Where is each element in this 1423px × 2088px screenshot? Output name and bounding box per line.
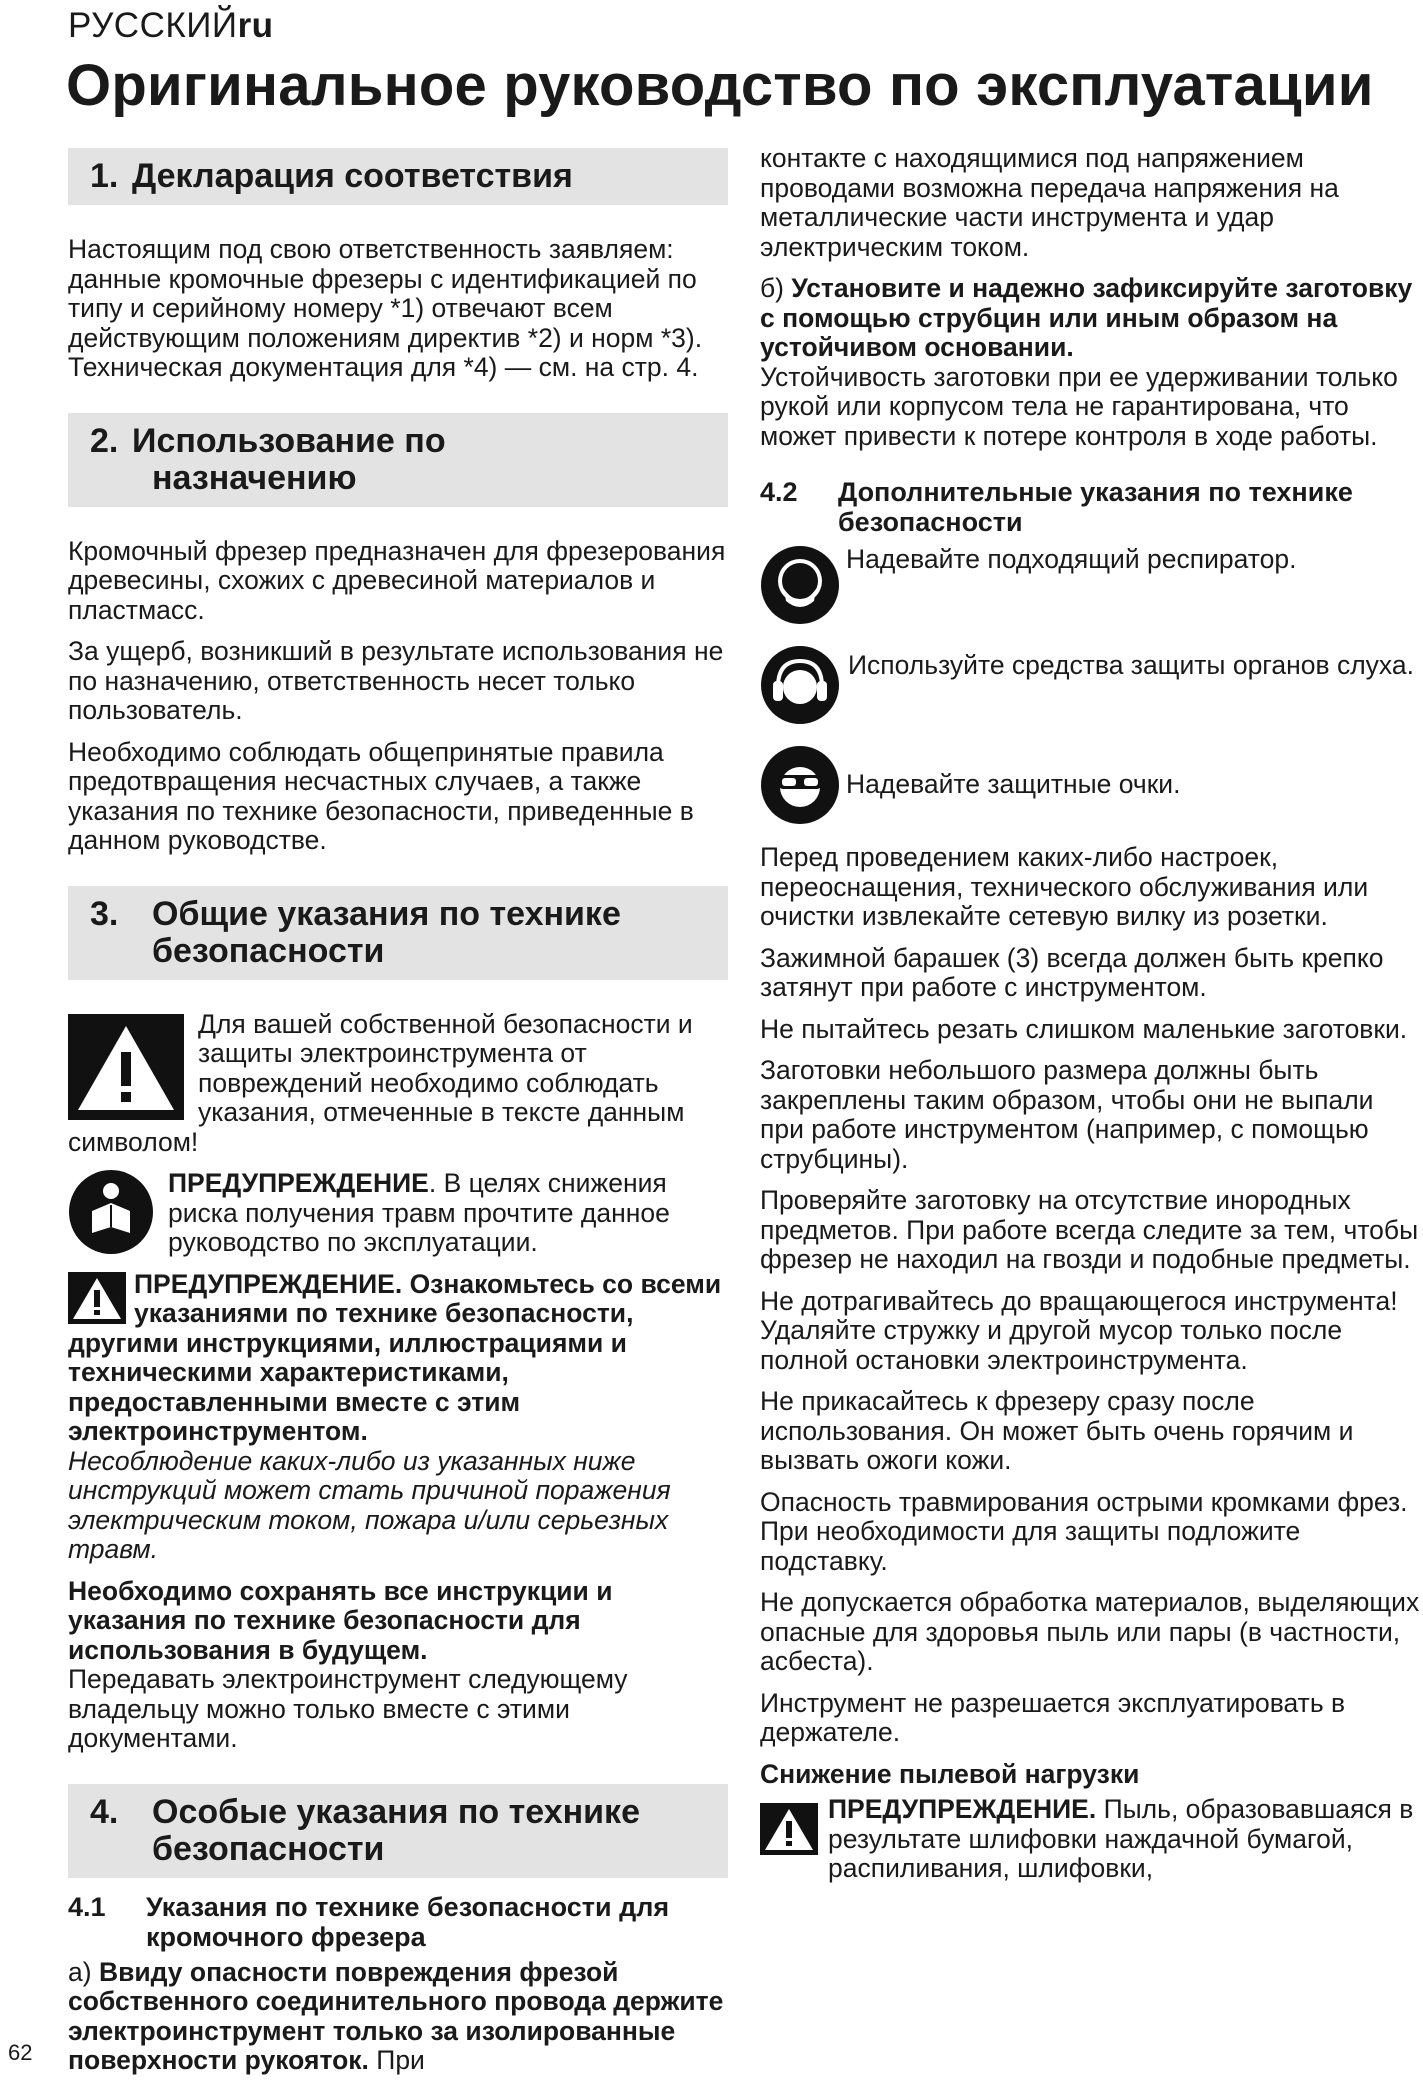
safety-text-9: Не допускается обработка материалов, выделяющих опасные для здоровья пыль или пары (в частности, асбеста). (760, 1587, 1420, 1676)
ppe-respirator-text: Надевайте подходящий респиратор. (846, 544, 1297, 574)
safety-text-7: Не прикасайтесь к фрезеру сразу после использования. Он может быть очень горячим и вызвать ожоги кожи. (760, 1386, 1354, 1475)
section-2-title-line2: назначению (152, 458, 357, 497)
ppe-hearing (760, 645, 1420, 725)
language-code: ru (237, 6, 274, 45)
subsection-4-1-heading (68, 1892, 728, 1952)
item-b (760, 274, 1420, 363)
noncompliance-text: Несоблюдение каких-либо из указанных ниже инструкций может стать причиной поражения электрическим током, пожара и/или серьезных травм. (68, 1445, 671, 1564)
subsection-4-2-number: 4.2 (760, 477, 798, 507)
item-b-prefix: б) (760, 273, 792, 303)
subsection-4-1-number: 4.1 (68, 1891, 106, 1922)
section-2-number: 2. (90, 421, 119, 460)
warning-small-icon (760, 1803, 818, 1855)
section-4-number: 4. (90, 1792, 119, 1831)
language-name: РУССКИЙ (68, 6, 238, 45)
section-1-heading (68, 148, 728, 205)
item-a-prefix: а) (68, 1956, 99, 1987)
item-a-tail: При (368, 2045, 425, 2075)
general-warning-text: ПРЕДУПРЕЖДЕНИЕ. Ознакомьтесь со всеми указаниями по технике безопасности, другими инструкциями, иллюстрациями и техническими характеристиками, предоставленными вместе с этим электроинструментом. (68, 1268, 722, 1446)
safety-text-8: Опасность травмирования острыми кромками фрез. При необходимости для защиты подложите подставку. (760, 1486, 1408, 1576)
dust-heading: Снижение пылевой нагрузки (760, 1758, 1140, 1789)
ppe-glasses (760, 745, 1420, 825)
read-manual-block (68, 1169, 728, 1270)
warning-small-icon (68, 1272, 126, 1324)
item-b-text: Устойчивость заготовки при ее удерживании только рукой или корпусом тела не гарантирована, что может привести к потере контроля в ходе работы. (760, 361, 1398, 451)
read-manual-text: . В целях снижения риска получения травм прочтите данное руководство по эксплуатации. (168, 1168, 670, 1257)
item-a-bold: Ввиду опасности повреждения фрезой собственного соединительного провода держите электроинструмент только за изолированные поверхности рукояток. (68, 1956, 724, 2075)
warning-symbol-text: Для вашей собственной безопасности и защиты электроинструмента от повреждений необходимо соблюдать указания, отмеченные в тексте данным символом! (68, 1008, 693, 1157)
left-column (68, 148, 728, 2088)
dust-warning-label: ПРЕДУПРЕЖДЕНИЕ. (828, 1794, 1097, 1824)
safety-text-10: Инструмент не разрешается эксплуатировать в держателе. (760, 1687, 1346, 1747)
subsection-4-2-heading (760, 477, 1420, 537)
transfer-text: Передавать электроинструмент следующему владельцу можно только вместе с этими документами. (68, 1664, 628, 1753)
language-header (68, 6, 274, 46)
item-b-bold: Установите и надежно зафиксируйте заготовку с помощью струбцин или иным образом на устойчивом основании. (760, 273, 1413, 362)
general-warning-block (68, 1270, 728, 1565)
page-title: Оригинальное руководство по эксплуатации (66, 53, 1374, 118)
subsection-4-1-title: Указания по технике безопасности для кромочного фрезера (146, 1891, 670, 1952)
safety-text-5: Проверяйте заготовку на отсутствие инородных предметов. При работе всегда следите за тем, чтобы фрезер не находил на гвозди и подобные предметы. (760, 1185, 1419, 1274)
warning-symbol-block (68, 1010, 728, 1170)
section-4-title: Особые указания по технике безопасности (152, 1792, 640, 1868)
item-a-continuation: контакте с находящимися под напряжением проводами возможна передача напряжения на металлические части инструмента и удар электрическим током. (760, 143, 1339, 262)
declaration-text: Настоящим под свою ответственность заявляем: данные кромочные фрезеры с идентификацией по типу и серийному номеру *1) отвечают всем действующим положениям директив *2) и норм *3). Техническая документация для *4) — см. на стр. 4. (68, 234, 703, 382)
dust-warning-text: Пыль, образовавшаяся в результате шлифовки наждачной бумагой, распиливания, шлифовки, (828, 1794, 1414, 1883)
safety-text-4: Заготовки небольшого размера должны быть закреплены таким образом, чтобы они не выпали при работе инструментом (например, с помощью струбцины). (760, 1055, 1374, 1174)
ppe-glasses-text: Надевайте защитные очки. (846, 769, 1181, 800)
right-column (760, 144, 1420, 1896)
warning-triangle-icon (68, 1014, 184, 1120)
keep-instructions-text: Необходимо сохранять все инструкции и указания по технике безопасности для использования в будущем. (68, 1575, 613, 1665)
section-1-title: Декларация соответствия (132, 157, 573, 195)
section-3-number: 3. (90, 894, 119, 933)
safety-glasses-icon (760, 745, 840, 825)
page-number: 62 (8, 2040, 33, 2065)
safety-text-3: Не пытайтесь резать слишком маленькие заготовки. (760, 1013, 1408, 1044)
section-1-number: 1. (90, 157, 119, 195)
section-3-heading (68, 886, 728, 980)
intended-use-text-2: За ущерб, возникший в результате использования не по назначению, ответственность несет только пользователь. (68, 636, 724, 725)
subsection-4-2-title: Дополнительные указания по технике безопасности (838, 477, 1353, 537)
intended-use-text-1: Кромочный фрезер предназначен для фрезерования древесины, схожих с древесиной материалов и пластмасс. (68, 535, 726, 625)
respirator-icon (760, 545, 840, 625)
safety-text-2: Зажимной барашек (3) всегда должен быть крепко затянут при работе с инструментом. (760, 942, 1384, 1002)
ppe-hearing-text: Используйте средства защиты органов слуха. (848, 650, 1414, 680)
item-a (68, 1958, 728, 2076)
ear-protection-icon (760, 645, 840, 725)
section-2-heading (68, 413, 728, 507)
dust-warning-block (760, 1795, 1420, 1884)
read-manual-warning-label: ПРЕДУПРЕЖДЕНИЕ (168, 1168, 429, 1198)
section-2-title-line1: Использование по (132, 421, 446, 460)
safety-text-1: Перед проведением каких-либо настроек, переоснащения, технического обслуживания или очистки извлекайте сетевую вилку из розетки. (760, 842, 1369, 931)
intended-use-text-3: Необходимо соблюдать общепринятые правила предотвращения несчастных случаев, а также указания по технике безопасности, приведенные в данном руководстве. (68, 736, 694, 855)
read-manual-icon (68, 1169, 154, 1255)
ppe-respirator (760, 545, 1420, 625)
safety-text-6: Не дотрагивайтесь до вращающегося инструмента! Удаляйте стружку и другой мусор только после полной остановки электроинструмента. (760, 1285, 1398, 1375)
section-3-title: Общие указания по технике безопасности (152, 894, 621, 970)
section-4-heading (68, 1784, 728, 1878)
